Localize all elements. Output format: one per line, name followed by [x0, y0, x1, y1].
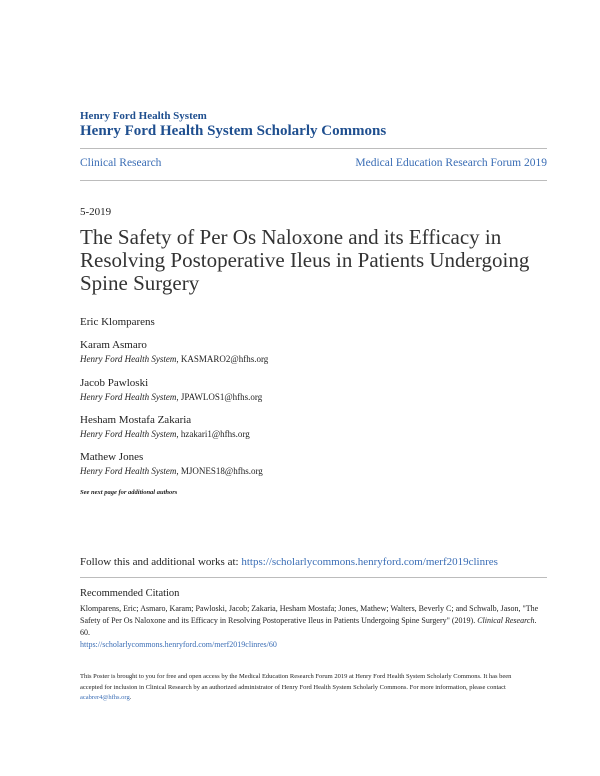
author-name: Jacob Pawloski: [80, 377, 149, 389]
author-affiliation: Henry Ford Health System, MJONES18@hfhs.org: [80, 466, 263, 476]
recommended-citation-text: [80, 603, 540, 651]
affiliation-text: Henry Ford Health System: [80, 429, 177, 439]
author-email: MJONES18@hfhs.org: [180, 466, 263, 476]
divider-follow: [80, 577, 547, 578]
author-name: Hesham Mostafa Zakaria: [80, 414, 192, 426]
institution-name[interactable]: Henry Ford Health System: [80, 110, 207, 122]
affiliation-text: Henry Ford Health System: [80, 466, 177, 476]
follow-link[interactable]: https://scholarlycommons.henryford.com/merf2019clinres: [241, 556, 498, 568]
author-affiliation: Henry Ford Health System, JPAWLOS1@hfhs.org: [80, 392, 263, 402]
paper-title: The Safety of Per Os Naloxone and its Efficacy in Resolving Postoperative Ileus in Patients Undergoing Spine Surgery: [80, 225, 530, 295]
divider-collections: [80, 180, 547, 181]
divider-top: [80, 148, 547, 149]
follow-text: Follow this and additional works at:: [80, 556, 242, 568]
citation-text: Klomparens, Eric; Asmaro, Karam; Pawloski, Jacob; Zakaria, Hesham Mostafa; Jones, Mathew; Walters, Beverly C; and Schwalb, Jason, "The Safety of Per Os Naloxone and its Efficacy in Resolving Postoperative Ileus in Patients Undergoing Spine Surgery" (2019).: [80, 604, 539, 625]
author-name: Mathew Jones: [80, 451, 144, 463]
author-email: hzakari1@hfhs.org: [180, 429, 250, 439]
collection-link-clinical-research[interactable]: Clinical Research: [80, 157, 162, 169]
publication-date: 5-2019: [80, 206, 112, 218]
citation-journal: Clinical Research: [477, 616, 535, 625]
recommended-citation-heading: Recommended Citation: [80, 588, 180, 599]
footer-text: This Poster is brought to you for free and open access by the Medical Education Research Forum 2019 at Henry Ford Health System Scholarly Commons. It has been accepted for inclusion in Clinical Research by an authorized administrator of Henry Ford Health System Scholarly Commons. For more information, please contact: [80, 673, 512, 691]
citation-link[interactable]: https://scholarlycommons.henryford.com/merf2019clinres/60: [80, 640, 277, 649]
citation-number: . 60.: [80, 616, 537, 637]
collection-link-merf-2019[interactable]: Medical Education Research Forum 2019: [355, 157, 547, 169]
author-affiliation: Henry Ford Health System, hzakari1@hfhs.org: [80, 429, 250, 439]
author-name: Karam Asmaro: [80, 339, 147, 351]
author-name: Eric Klomparens: [80, 316, 155, 328]
author-email: KASMARO2@hfhs.org: [180, 354, 269, 364]
affiliation-text: Henry Ford Health System: [80, 392, 177, 402]
commons-name[interactable]: Henry Ford Health System Scholarly Commons: [80, 123, 387, 139]
author-email: JPAWLOS1@hfhs.org: [180, 392, 263, 402]
footer-end: .: [129, 694, 132, 701]
footer-notice: [80, 672, 530, 704]
contact-email-link[interactable]: acabrer4@hfhs.org: [80, 694, 130, 701]
affiliation-text: Henry Ford Health System: [80, 354, 177, 364]
author-affiliation: Henry Ford Health System, KASMARO2@hfhs.org: [80, 354, 269, 364]
follow-line: [80, 556, 498, 568]
see-next-page-note: See next page for additional authors: [80, 489, 178, 496]
